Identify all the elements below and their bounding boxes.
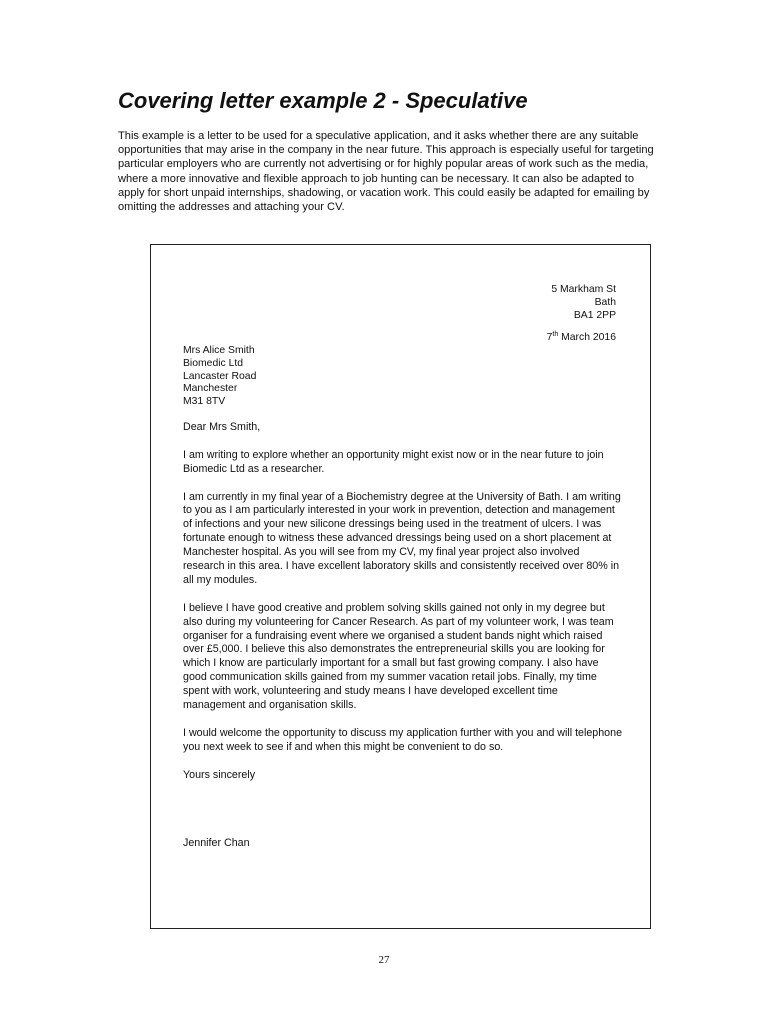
intro-paragraph: This example is a letter to be used for a speculative application, and it asks whether there are any suitable opportunities that may arise in the company in the near future. This approach is especially useful for targeting particular employers who are currently not advertising or for highly popular areas of work such as the media, where a more innovative and flexible approach to job hunting can be necessary. It can also be adapted to apply for short unpaid internships, shadowing, or vacation work. This could easily be adapted for emailing by omitting the addresses and attaching your CV. [118,130,654,214]
recipient-address-line: Biomedic Ltd [183,357,244,369]
body-paragraph: I would welcome the opportunity to discuss my application further with you and will telephone you next week to see if and when this might be convenient to do so. [183,726,623,753]
recipient-address-line: Mrs Alice Smith [183,345,255,356]
date-rest: March 2016 [558,332,616,343]
letter-date [547,331,616,344]
recipient-address [183,345,256,409]
sender-address [551,283,616,323]
sender-address-line: BA1 2PP [573,310,616,322]
signature-name: Jennifer Chan [183,837,250,850]
body-paragraph: I am writing to explore whether an opportunity might exist now or in the near future to join Biomedic Ltd as a researcher. [183,448,604,475]
sender-address-line: 5 Markham St [551,284,616,295]
date-suffix: th [552,331,559,338]
recipient-address-line: Manchester [183,383,238,395]
letter-body [183,421,623,865]
recipient-address-line: M31 8TV [183,396,226,408]
date-day: 7 [546,332,553,343]
sender-address-line: Bath [594,297,616,309]
body-paragraph: I believe I have good creative and problem solving skills gained not only in my degree but also during my volunteering for Cancer Research. As part of my volunteer work, I was team organiser for a fundraising event where we organised a student bands night which raised over £5,000. I believe this also demonstrates the entrepreneurial skills you are looking for which I know are particularly important for a small but fast growing company. I also have good communication skills gained from my summer vacation retail jobs. Finally, my time spent with work, volunteering and study means I have developed excellent time management and organisation skills. [183,601,614,712]
recipient-address-line: Lancaster Road [183,370,257,382]
salutation: Dear Mrs Smith, [183,421,261,433]
page-number: 27 [378,954,390,966]
page-title: Covering letter example 2 - Speculative [118,88,528,113]
closing: Yours sincerely [183,768,256,781]
signature-space [183,796,623,837]
letter-box [150,244,651,929]
body-paragraph: I am currently in my final year of a Biochemistry degree at the University of Bath. I am writing to you as I am particularly interested in your work in prevention, detection and management of infections and your new silicone dressings being used in the treatment of ulcers. I was fortunate enough to witness these advanced dressings being used on a short placement at Manchester hospital. As you will see from my CV, my final year project also involved research in this area. I have excellent laboratory skills and consistently received over 80% in all my modules. [183,490,621,586]
